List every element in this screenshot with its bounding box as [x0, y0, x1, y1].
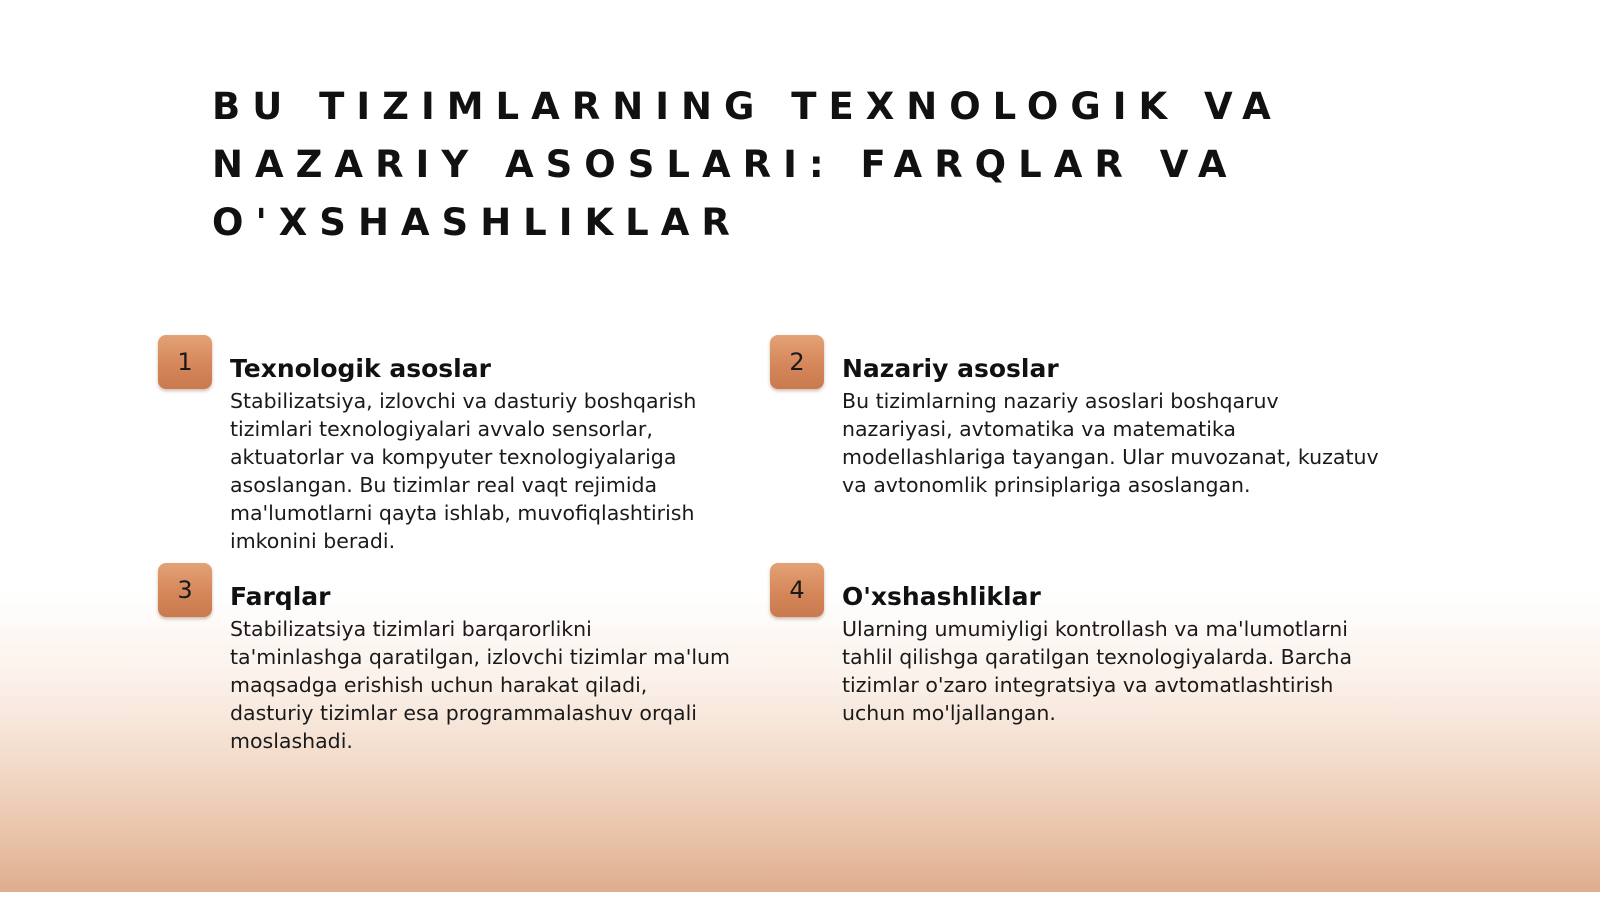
item-text: [842, 353, 1382, 499]
item-text: [842, 581, 1382, 727]
slide-title: BU TIZIMLARNING TEXNOLOGIK VA NAZARIY ASOSLARI: FARQLAR VA O'XSHASHLIKLAR: [212, 85, 1283, 244]
item-number-badge: 1: [158, 335, 212, 389]
item-number-badge: 3: [158, 563, 212, 617]
item-body: Ularning umumiyligi kontrollash va ma'lumotlarni tahlil qilishga qaratilgan texnologiyalarda. Barcha tizimlar o'zaro integratsiya va avtomatlashtirish uchun mo'ljallangan.: [842, 617, 1353, 725]
item-title: O'xshashliklar: [842, 582, 1041, 611]
item-text: [230, 581, 730, 755]
bottom-edge: [0, 892, 1600, 899]
item-text: [230, 353, 730, 555]
item-title: Farqlar: [230, 582, 331, 611]
item-title: Texnologik asoslar: [230, 354, 491, 383]
item-body: Stabilizatsiya tizimlari barqarorlikni ta'minlashga qaratilgan, izlovchi tizimlar ma'lum maqsadga erishish uchun harakat qiladi, dasturiy tizimlar esa programmalashuv orqali moslashadi.: [230, 617, 730, 753]
item-number-badge: 2: [770, 335, 824, 389]
item-number-badge: 4: [770, 563, 824, 617]
item-body: Bu tizimlarning nazariy asoslari boshqaruv nazariyasi, avtomatika va matematika modellashlariga tayangan. Ular muvozanat, kuzatuv va avtonomlik prinsiplariga asoslangan.: [842, 389, 1379, 497]
item-body: Stabilizatsiya, izlovchi va dasturiy boshqarish tizimlari texnologiyalari avvalo sensorlar, aktuatorlar va kompyuter texnologiyalariga asoslangan. Bu tizimlar real vaqt rejimida ma'lumotlarni qayta ishlab, muvofiqlashtirish imkonini beradi.: [230, 389, 697, 553]
item-title: Nazariy asoslar: [842, 354, 1059, 383]
